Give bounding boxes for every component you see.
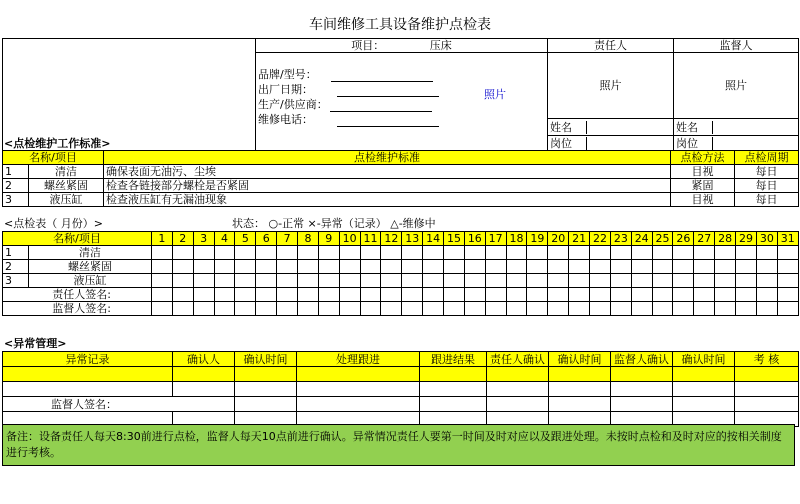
day-header: 15 [444,232,465,246]
check-cell[interactable] [402,274,423,288]
check-cell[interactable] [777,246,798,260]
day-header: 26 [673,232,694,246]
abnormal-row-highlight [3,367,799,382]
check-cell[interactable] [172,274,193,288]
check-cell[interactable] [548,274,569,288]
abnormal-header: 跟进结果 [420,352,487,367]
check-cell[interactable] [548,246,569,260]
check-cell[interactable] [277,302,298,316]
day-header: 23 [610,232,631,246]
standard-row-std: 确保表面无油污、尘埃 [104,165,671,179]
standard-row-std: 检查各链接部分螺栓是否紧固 [104,179,671,193]
check-cell[interactable] [318,260,339,274]
check-cell[interactable] [444,246,465,260]
check-cell[interactable] [756,246,777,260]
check-cell[interactable] [464,274,485,288]
day-header: 27 [694,232,715,246]
check-cell[interactable] [715,274,736,288]
check-cell[interactable] [444,288,465,302]
project-value: 压床 [429,39,452,52]
check-cell[interactable] [318,288,339,302]
inspection-row-item: 液压缸 [29,274,152,288]
check-cell[interactable] [235,288,256,302]
page-title: 车间维修工具设备维护点检表 [309,17,491,33]
supervisor-name-cell [674,119,799,135]
responsible-sign-label: 责任人签名: [3,288,152,302]
day-header: 7 [277,232,298,246]
check-cell[interactable] [652,288,673,302]
abnormal-header: 考 核 [735,352,799,367]
check-cell[interactable] [423,302,444,316]
abnormal-header: 责任人确认 [487,352,549,367]
signature-row [3,302,799,316]
check-cell[interactable] [548,260,569,274]
check-cell[interactable] [339,246,360,260]
standard-row-item: 螺丝紧固 [29,179,104,193]
check-cell[interactable] [736,246,757,260]
check-cell[interactable] [423,274,444,288]
check-cell[interactable] [256,302,277,316]
check-cell[interactable] [214,302,235,316]
check-cell[interactable] [590,246,611,260]
check-cell[interactable] [193,246,214,260]
abnormal-header: 异常记录 [3,352,173,367]
check-cell[interactable] [464,260,485,274]
check-cell[interactable] [339,302,360,316]
check-cell[interactable] [756,260,777,274]
check-cell[interactable] [777,260,798,274]
phone-field[interactable] [337,115,439,127]
check-cell[interactable] [569,302,590,316]
check-cell[interactable] [444,274,465,288]
check-cell[interactable] [756,302,777,316]
equipment-info [256,53,548,152]
supervisor-photo: 照片 [674,53,799,119]
check-cell[interactable] [527,274,548,288]
standard-row-cycle: 每日 [735,193,799,207]
standard-row-no: 1 [3,165,29,179]
check-cell[interactable] [715,302,736,316]
day-header: 4 [214,232,235,246]
day-header: 1 [152,232,173,246]
check-cell[interactable] [423,246,444,260]
check-cell[interactable] [381,246,402,260]
check-cell[interactable] [193,288,214,302]
inspection-row-no: 2 [3,260,29,274]
check-cell[interactable] [318,274,339,288]
day-header: 18 [506,232,527,246]
check-cell[interactable] [756,274,777,288]
check-cell[interactable] [715,288,736,302]
check-cell[interactable] [214,246,235,260]
check-cell[interactable] [569,288,590,302]
check-cell[interactable] [298,302,319,316]
check-cell[interactable] [172,260,193,274]
day-header: 11 [360,232,381,246]
check-cell[interactable] [736,260,757,274]
standard-row-method: 目视 [671,165,735,179]
standard-table [2,150,799,207]
responsible-name-label: 姓名 [548,121,587,134]
day-header: 21 [569,232,590,246]
day-header: 19 [527,232,548,246]
check-cell[interactable] [235,274,256,288]
supervisor-sign-label: 监督人签名： [3,397,235,412]
standard-row [3,179,799,193]
abnormal-header: 处理跟进 [297,352,420,367]
check-cell[interactable] [339,288,360,302]
day-header: 31 [777,232,798,246]
check-cell[interactable] [193,260,214,274]
standard-row [3,165,799,179]
check-cell[interactable] [631,274,652,288]
check-cell[interactable] [777,288,798,302]
check-cell[interactable] [652,246,673,260]
check-cell[interactable] [548,302,569,316]
check-cell[interactable] [318,246,339,260]
check-cell[interactable] [402,302,423,316]
check-cell[interactable] [736,274,757,288]
check-cell[interactable] [694,246,715,260]
standard-row-item: 清洁 [29,165,104,179]
check-cell[interactable] [652,302,673,316]
check-cell[interactable] [777,302,798,316]
check-cell[interactable] [506,260,527,274]
responsible-header: 责任人 [548,39,674,53]
abnormal-header: 确认人 [173,352,235,367]
check-cell[interactable] [172,288,193,302]
day-header: 20 [548,232,569,246]
check-cell[interactable] [298,274,319,288]
check-cell[interactable] [423,288,444,302]
check-cell[interactable] [485,260,506,274]
check-cell[interactable] [527,302,548,316]
check-cell[interactable] [152,302,173,316]
brand-field[interactable] [331,70,433,82]
check-cell[interactable] [527,288,548,302]
day-header: 28 [715,232,736,246]
equipment-photo: 照片 [484,88,506,101]
supervisor-post-label: 岗位 [674,137,713,150]
day-header: 10 [339,232,360,246]
check-cell[interactable] [235,246,256,260]
check-cell[interactable] [339,274,360,288]
check-cell[interactable] [444,302,465,316]
phone-label: 维修电话： [258,113,313,126]
check-cell[interactable] [756,288,777,302]
standard-row-cycle: 每日 [735,165,799,179]
check-cell[interactable] [506,302,527,316]
check-cell[interactable] [360,274,381,288]
supervisor-name-label: 姓名 [674,121,713,134]
day-header: 13 [402,232,423,246]
check-cell[interactable] [360,302,381,316]
abnormal-header: 确认时间 [673,352,735,367]
standard-row-method: 目视 [671,193,735,207]
check-cell[interactable] [777,274,798,288]
check-cell[interactable] [527,260,548,274]
check-cell[interactable] [235,260,256,274]
check-cell[interactable] [214,260,235,274]
check-cell[interactable] [360,288,381,302]
check-cell[interactable] [715,260,736,274]
check-cell[interactable] [652,274,673,288]
day-header: 14 [423,232,444,246]
check-cell[interactable] [631,260,652,274]
responsible-photo: 照片 [548,53,674,119]
check-cell[interactable] [590,302,611,316]
check-cell[interactable] [673,274,694,288]
check-cell[interactable] [673,246,694,260]
check-cell[interactable] [610,260,631,274]
supervisor-sign-row-label: 监督人签名: [3,302,152,316]
check-cell[interactable] [381,288,402,302]
standard-section-title: <点检维护工作标准> [4,137,111,150]
standard-row-method: 紧固 [671,179,735,193]
check-cell[interactable] [277,288,298,302]
supplier-label: 生产/供应商： [258,98,328,111]
check-cell[interactable] [298,260,319,274]
check-cell[interactable] [256,260,277,274]
inspection-row-no: 1 [3,246,29,260]
check-cell[interactable] [214,288,235,302]
responsible-name-cell [548,119,674,135]
check-cell[interactable] [694,302,715,316]
check-cell[interactable] [548,288,569,302]
inspection-row [3,260,799,274]
inspection-rows [3,246,799,316]
inspection-section-title: <点检表（ 月份）> [4,217,103,230]
check-cell[interactable] [610,274,631,288]
check-cell[interactable] [172,246,193,260]
check-cell[interactable] [298,246,319,260]
check-cell[interactable] [402,288,423,302]
check-cell[interactable] [610,246,631,260]
check-cell[interactable] [569,260,590,274]
check-cell[interactable] [610,288,631,302]
responsible-post-label: 岗位 [548,137,587,150]
check-cell[interactable] [256,288,277,302]
check-cell[interactable] [402,246,423,260]
supervisor-header: 监督人 [674,39,799,53]
check-cell[interactable] [631,288,652,302]
day-header: 9 [318,232,339,246]
check-cell[interactable] [464,246,485,260]
standard-row-std: 检查液压缸有无漏油现象 [104,193,671,207]
check-cell[interactable] [277,246,298,260]
day-header: 16 [464,232,485,246]
check-cell[interactable] [673,288,694,302]
inspection-row-item: 螺丝紧固 [29,260,152,274]
check-cell[interactable] [569,274,590,288]
day-header: 25 [652,232,673,246]
check-cell[interactable] [381,260,402,274]
abnormal-section-title: <异常管理> [4,337,67,350]
check-cell[interactable] [152,260,173,274]
factory-date-field[interactable] [337,85,439,97]
logo-area [3,39,256,152]
check-cell[interactable] [715,246,736,260]
day-header: 22 [590,232,611,246]
check-cell[interactable] [506,246,527,260]
standard-head-item: 名称/项目 [3,151,104,165]
check-cell[interactable] [318,302,339,316]
abnormal-row-1 [3,382,799,397]
note-box: 备注：设备责任人每天8:30前进行点检，监督人每天10点前进行确认。异常情况责任人要第一时间及时对应以及跟进处理。未按时点检和及时对应的按相关制度进行考核。 [2,424,795,466]
standard-row [3,193,799,207]
check-cell[interactable] [381,274,402,288]
status-legend: 状态： ○-正常 ×-异常（记录） △-维修中 [232,217,436,230]
check-cell[interactable] [506,274,527,288]
check-cell[interactable] [673,302,694,316]
inspection-table [2,231,799,316]
check-cell[interactable] [464,288,485,302]
check-cell[interactable] [235,302,256,316]
check-cell[interactable] [736,288,757,302]
check-cell[interactable] [652,260,673,274]
check-cell[interactable] [590,260,611,274]
check-cell[interactable] [172,302,193,316]
standard-head-std: 点检维护标准 [104,151,671,165]
inspection-head-item: 名称/项目 [3,232,152,246]
standard-rows [3,165,799,207]
check-cell[interactable] [339,260,360,274]
check-cell[interactable] [402,260,423,274]
day-header: 17 [485,232,506,246]
check-cell[interactable] [193,302,214,316]
abnormal-table [2,351,799,427]
inspection-row [3,246,799,260]
inspection-row-no: 3 [3,274,29,288]
day-header: 5 [235,232,256,246]
day-header: 8 [298,232,319,246]
signature-row [3,288,799,302]
check-cell[interactable] [298,288,319,302]
abnormal-header: 监督人确认 [611,352,673,367]
standard-head-cycle: 点检周期 [735,151,799,165]
check-cell[interactable] [277,260,298,274]
standard-row-item: 液压缸 [29,193,104,207]
check-cell[interactable] [569,246,590,260]
check-cell[interactable] [444,260,465,274]
check-cell[interactable] [423,260,444,274]
check-cell[interactable] [736,302,757,316]
check-cell[interactable] [464,302,485,316]
day-header: 3 [193,232,214,246]
standard-row-no: 3 [3,193,29,207]
header-table [2,38,799,152]
day-header: 12 [381,232,402,246]
day-header: 2 [172,232,193,246]
standard-row-cycle: 每日 [735,179,799,193]
inspection-row-item: 清洁 [29,246,152,260]
check-cell[interactable] [506,288,527,302]
standard-head-method: 点检方法 [671,151,735,165]
check-cell[interactable] [214,274,235,288]
check-cell[interactable] [381,302,402,316]
check-cell[interactable] [360,246,381,260]
check-cell[interactable] [694,260,715,274]
brand-label: 品牌/型号： [258,68,317,81]
check-cell[interactable] [360,260,381,274]
abnormal-row-sign [3,397,799,412]
abnormal-header: 确认时间 [235,352,297,367]
supplier-field[interactable] [330,100,432,112]
inspection-row [3,274,799,288]
check-cell[interactable] [673,260,694,274]
factory-date-label: 出厂日期： [258,83,313,96]
day-header: 29 [736,232,757,246]
check-cell[interactable] [485,302,506,316]
day-header: 30 [756,232,777,246]
day-header: 6 [256,232,277,246]
check-cell[interactable] [152,246,173,260]
check-cell[interactable] [527,246,548,260]
check-cell[interactable] [631,302,652,316]
check-cell[interactable] [485,246,506,260]
standard-row-no: 2 [3,179,29,193]
check-cell[interactable] [590,288,611,302]
abnormal-header: 确认时间 [549,352,611,367]
check-cell[interactable] [610,302,631,316]
check-cell[interactable] [694,274,715,288]
project-label: 项目： [351,39,385,52]
check-cell[interactable] [590,274,611,288]
check-cell[interactable] [256,246,277,260]
check-cell[interactable] [485,288,506,302]
check-cell[interactable] [694,288,715,302]
project-row [256,39,548,53]
check-cell[interactable] [193,274,214,288]
day-header: 24 [631,232,652,246]
check-cell[interactable] [256,274,277,288]
check-cell[interactable] [485,274,506,288]
check-cell[interactable] [152,274,173,288]
check-cell[interactable] [631,246,652,260]
check-cell[interactable] [277,274,298,288]
check-cell[interactable] [152,288,173,302]
